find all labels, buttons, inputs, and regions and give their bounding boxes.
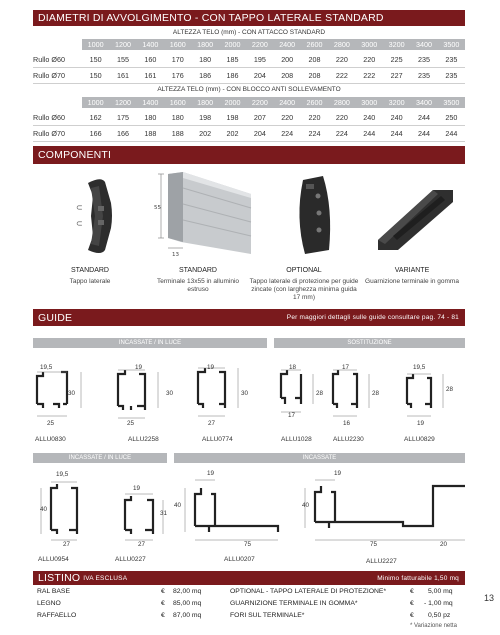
table-cell: 161 <box>144 71 157 80</box>
guide-code: ALLU0207 <box>224 556 255 563</box>
listino-note: Minimo fatturabile 1,50 mq <box>377 574 459 582</box>
column-header: 3200 <box>388 40 405 49</box>
rubber-gasket-image <box>378 190 453 250</box>
row-label: Rullo Ø60 <box>33 113 65 122</box>
dim-side: 40 <box>302 502 310 509</box>
dim-side: 28 <box>316 390 324 397</box>
column-header: 1000 <box>87 98 104 107</box>
currency: € <box>161 612 165 619</box>
dim-top: 19 <box>334 470 342 477</box>
table-cell: 244 <box>417 129 430 138</box>
table-cell: 220 <box>335 55 348 64</box>
profile-width-dim: 13 <box>172 252 179 258</box>
table-cell: 166 <box>89 129 102 138</box>
guide-code: ALLU2227 <box>366 558 397 565</box>
price-item: RAFFAELLO <box>37 612 77 619</box>
component-2-name: STANDARD <box>179 267 217 274</box>
table-cell: 198 <box>226 113 239 122</box>
table-cell: 244 <box>417 113 430 122</box>
table-cell: 202 <box>199 129 212 138</box>
footnote: * Variazione netta <box>410 623 457 629</box>
price: 87,00 mq <box>173 612 202 619</box>
guide-code: ALLU0227 <box>115 556 146 563</box>
column-header: 1400 <box>142 40 159 49</box>
dim-bottom: 19 <box>417 420 425 427</box>
table-cell: 198 <box>199 113 212 122</box>
price-item: RAL BASE <box>37 588 70 595</box>
table-cell: 176 <box>171 71 184 80</box>
currency: € <box>161 600 165 607</box>
price-item: OPTIONAL - TAPPO LATERALE DI PROTEZIONE* <box>230 588 387 595</box>
table-cell: 188 <box>171 129 184 138</box>
component-3-desc: Tappo laterale di protezione per guide zincate (con larghezza minima guida 17 mm) <box>249 278 359 301</box>
table-cell: 227 <box>390 71 403 80</box>
table-cell: 188 <box>144 129 157 138</box>
column-header: 3400 <box>415 40 432 49</box>
table-cell: 155 <box>117 55 130 64</box>
dim-top: 19,5 <box>40 364 53 371</box>
column-header: 1400 <box>142 98 159 107</box>
dim-side: 30 <box>68 390 76 397</box>
column-header: 2000 <box>224 98 241 107</box>
table-cell: 224 <box>308 129 321 138</box>
column-header: 1200 <box>115 98 132 107</box>
table-cell: 160 <box>144 55 157 64</box>
divider <box>33 83 465 84</box>
table-cell: 220 <box>281 113 294 122</box>
guide-code: ALLU0829 <box>404 436 435 443</box>
terminal-profile-image <box>154 172 251 258</box>
guide-code: ALLU0954 <box>38 556 69 563</box>
table-cell: 204 <box>253 71 266 80</box>
guide-profiles-row2 <box>33 466 465 546</box>
table-cell: 250 <box>445 113 458 122</box>
column-header: 3500 <box>443 98 460 107</box>
price: 85,00 mq <box>173 600 202 607</box>
column-header: 2600 <box>306 98 323 107</box>
divider <box>33 141 465 142</box>
dim-top: 19 <box>133 485 141 492</box>
dim-bottom: 27 <box>208 420 216 427</box>
column-header: 1200 <box>115 40 132 49</box>
section-title-diametri <box>33 10 465 26</box>
dim-extra: 20 <box>440 541 448 548</box>
table2-header <box>82 97 465 108</box>
column-header: 1800 <box>197 98 214 107</box>
column-header: 1000 <box>87 40 104 49</box>
component-4-desc: Guarnizione terminale in gomma <box>365 278 459 285</box>
table2-row <box>33 110 465 125</box>
svg-text:⊂: ⊂ <box>76 203 83 212</box>
column-header: 2200 <box>251 98 268 107</box>
table2-row <box>33 126 465 141</box>
protective-cap-image <box>299 176 330 254</box>
dim-top: 19 <box>207 364 215 371</box>
component-4-name: VARIANTE <box>394 267 430 274</box>
table-cell: 195 <box>253 55 266 64</box>
column-header: 3500 <box>443 40 460 49</box>
table-cell: 200 <box>281 55 294 64</box>
table-cell: 166 <box>117 129 130 138</box>
table-cell: 220 <box>335 113 348 122</box>
dim-top: 19 <box>207 470 215 477</box>
table-cell: 186 <box>226 71 239 80</box>
dim-top: 18 <box>289 364 297 371</box>
table-cell: 240 <box>390 113 403 122</box>
price-item: LEGNO <box>37 600 61 607</box>
column-header: 2400 <box>279 40 296 49</box>
table-cell: 222 <box>363 71 376 80</box>
column-header: 2200 <box>251 40 268 49</box>
currency: € <box>161 588 165 595</box>
section-title-text: COMPONENTI <box>38 149 112 161</box>
dim-top: 19 <box>135 364 143 371</box>
table-cell: 208 <box>308 71 321 80</box>
price: 0,50 pz <box>428 612 451 619</box>
table-cell: 244 <box>390 129 403 138</box>
guide-code: ALLU0774 <box>202 436 233 443</box>
guide-note: Per maggiori dettagli sulle guide consultare pag. 74 - 81 <box>286 314 459 321</box>
column-header: 2800 <box>333 98 350 107</box>
section-title-text: GUIDE <box>38 311 73 324</box>
column-header: 3200 <box>388 98 405 107</box>
profile-height-dim: 55 <box>154 205 161 211</box>
guide-code: ALLU2230 <box>333 436 364 443</box>
dim-top: 17 <box>342 364 350 371</box>
guide-code: ALLU2258 <box>128 436 159 443</box>
table-cell: 220 <box>308 113 321 122</box>
price-item: FORI SUL TERMINALE* <box>230 612 305 619</box>
table-cell: 202 <box>226 129 239 138</box>
currency: € <box>410 612 414 619</box>
table-cell: 180 <box>199 55 212 64</box>
table-cell: 235 <box>445 71 458 80</box>
table-cell: 244 <box>445 129 458 138</box>
table-cell: 222 <box>335 71 348 80</box>
dim-bottom: 27 <box>63 541 71 548</box>
section-title-guide <box>33 309 465 326</box>
table-cell: 207 <box>253 113 266 122</box>
dim-bottom: 75 <box>244 541 252 548</box>
table-cell: 162 <box>89 113 102 122</box>
guide-code: ALLU0830 <box>35 436 66 443</box>
table-cell: 240 <box>363 113 376 122</box>
dim-bottom: 17 <box>288 412 296 419</box>
section-title-text: DIAMETRI DI AVVOLGIMENTO - CON TAPPO LATERALE STANDARD <box>38 12 384 24</box>
dim-bottom: 16 <box>343 420 351 427</box>
dim-side: 30 <box>241 390 249 397</box>
section-title-text: LISTINO <box>38 572 81 584</box>
table1-row <box>33 68 465 83</box>
table-cell: 186 <box>199 71 212 80</box>
price: 82,00 mq <box>173 588 202 595</box>
table-cell: 204 <box>253 129 266 138</box>
components-illustrations <box>33 168 465 266</box>
dim-top: 19,5 <box>56 471 69 478</box>
currency: € <box>410 600 414 607</box>
dim-side: 30 <box>166 390 174 397</box>
table-cell: 235 <box>445 55 458 64</box>
group-bar-incassate-luce-2: INCASSATE / IN LUCE <box>33 453 167 463</box>
component-1-name: STANDARD <box>71 267 109 274</box>
table1-row <box>33 52 465 67</box>
dim-side: 31 <box>160 510 168 517</box>
table-cell: 170 <box>171 55 184 64</box>
dim-side: 40 <box>40 506 48 513</box>
column-header: 3400 <box>415 98 432 107</box>
price-item: GUARNIZIONE TERMINALE IN GOMMA* <box>230 600 358 607</box>
dim-side: 28 <box>446 386 454 393</box>
row-label: Rullo Ø70 <box>33 129 65 138</box>
dim-side: 28 <box>372 390 380 397</box>
section-title-listino <box>33 571 465 585</box>
table-cell: 161 <box>117 71 130 80</box>
column-header: 1600 <box>169 98 186 107</box>
end-cap-image <box>76 179 112 253</box>
dim-bottom: 25 <box>47 420 55 427</box>
page-number: 13 <box>483 593 494 603</box>
column-header: 1600 <box>169 40 186 49</box>
column-header: 2800 <box>333 40 350 49</box>
table-cell: 180 <box>171 113 184 122</box>
table-cell: 225 <box>390 55 403 64</box>
column-header: 3000 <box>361 98 378 107</box>
row-label: Rullo Ø70 <box>33 71 65 80</box>
price: - 1,00 mq <box>424 600 453 607</box>
table-cell: 224 <box>281 129 294 138</box>
table-cell: 235 <box>417 55 430 64</box>
column-header: 3000 <box>361 40 378 49</box>
component-2-desc: Terminale 13x55 in alluminio estruso <box>156 278 239 293</box>
group-bar-sostituzione: SOSTITUZIONE <box>274 338 465 348</box>
dim-side: 40 <box>174 502 182 509</box>
section-title-componenti <box>33 146 465 164</box>
table-cell: 208 <box>281 71 294 80</box>
column-header: 2400 <box>279 98 296 107</box>
table-cell: 235 <box>417 71 430 80</box>
table-cell: 208 <box>308 55 321 64</box>
component-3-name: OPTIONAL <box>286 267 322 274</box>
column-header: 1800 <box>197 40 214 49</box>
dim-bottom: 25 <box>127 420 135 427</box>
dim-bottom: 75 <box>370 541 378 548</box>
table-cell: 224 <box>335 129 348 138</box>
price: 5,00 mq <box>428 588 453 595</box>
group-bar-incassate: INCASSATE <box>174 453 465 463</box>
table-cell: 180 <box>144 113 157 122</box>
column-header: 2000 <box>224 40 241 49</box>
component-1-desc: Tappo laterale <box>69 278 111 285</box>
guide-code: ALLU1028 <box>281 436 312 443</box>
svg-text:⊂: ⊂ <box>76 219 83 228</box>
table2-title: ALTEZZA TELO (mm) - CON BLOCCO ANTI SOLLEVAMENTO <box>157 86 341 93</box>
currency: € <box>410 588 414 595</box>
table-cell: 150 <box>89 71 102 80</box>
table-cell: 220 <box>363 55 376 64</box>
row-label: Rullo Ø60 <box>33 55 65 64</box>
table1-header <box>82 39 465 50</box>
group-bar-incassate-luce: INCASSATE / IN LUCE <box>33 338 267 348</box>
table-cell: 244 <box>363 129 376 138</box>
dim-bottom: 27 <box>138 541 146 548</box>
table-cell: 185 <box>226 55 239 64</box>
table-cell: 175 <box>117 113 130 122</box>
table-cell: 150 <box>89 55 102 64</box>
dim-top: 19,5 <box>413 364 426 371</box>
column-header: 2600 <box>306 40 323 49</box>
table1-title: ALTEZZA TELO (mm) - CON ATTACCO STANDARD <box>172 29 326 36</box>
guide-profiles-row1 <box>33 352 465 434</box>
listino-subtitle: IVA ESCLUSA <box>83 574 128 582</box>
